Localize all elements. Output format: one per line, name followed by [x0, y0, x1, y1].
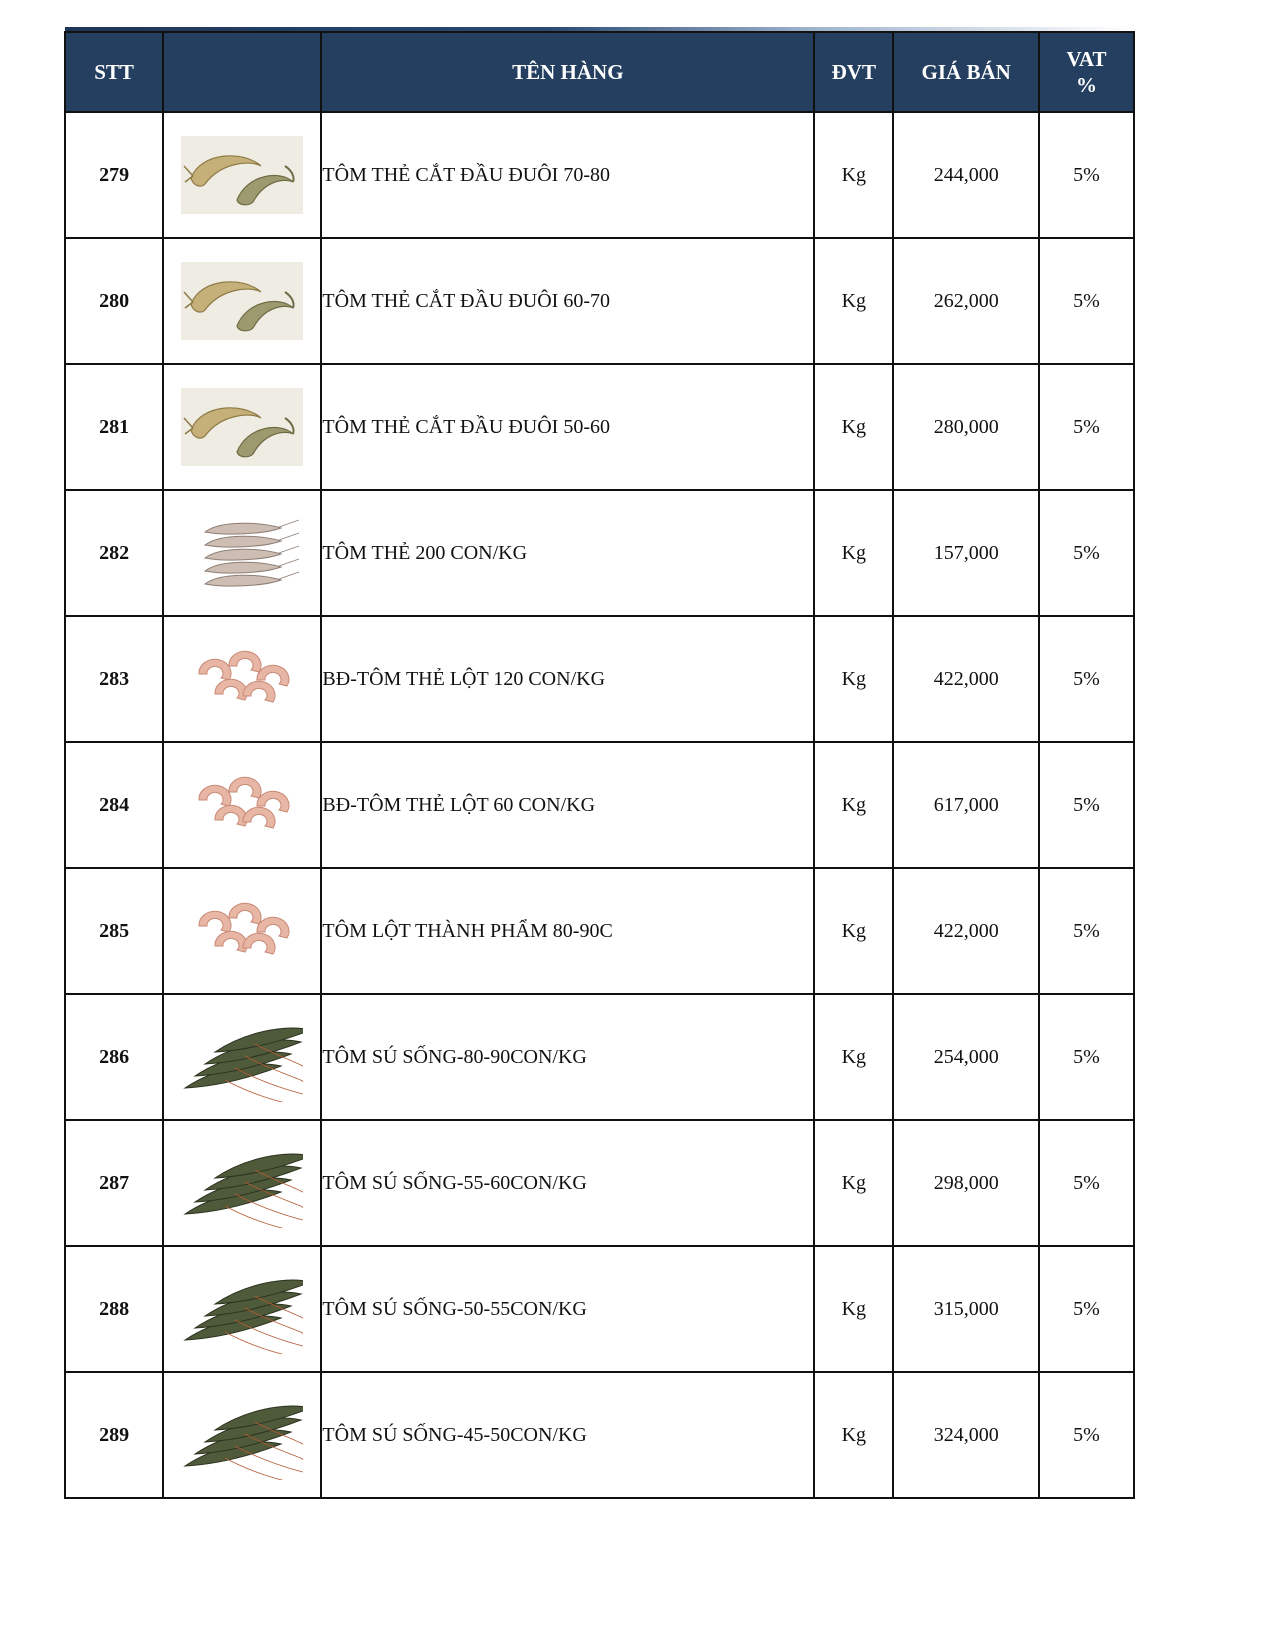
header-price: GIÁ BÁN — [893, 32, 1039, 112]
row-image-cell — [163, 742, 321, 868]
row-name: BĐ-TÔM THẺ LỘT 60 CON/KG — [321, 742, 814, 868]
header-vat: VAT % — [1039, 32, 1134, 112]
row-stt: 282 — [65, 490, 163, 616]
row-image-cell — [163, 364, 321, 490]
row-price: 422,000 — [893, 616, 1039, 742]
row-name: TÔM THẺ CẮT ĐẦU ĐUÔI 50-60 — [321, 364, 814, 490]
row-unit: Kg — [814, 1246, 893, 1372]
table-row — [65, 1246, 1134, 1372]
row-vat: 5% — [1039, 994, 1134, 1120]
row-name: TÔM THẺ CẮT ĐẦU ĐUÔI 60-70 — [321, 238, 814, 364]
row-vat: 5% — [1039, 112, 1134, 238]
table-row — [65, 994, 1134, 1120]
row-name: TÔM THẺ CẮT ĐẦU ĐUÔI 70-80 — [321, 112, 814, 238]
tiger-prawn-icon — [181, 1264, 303, 1354]
table-row — [65, 364, 1134, 490]
table-row — [65, 742, 1134, 868]
table-row — [65, 616, 1134, 742]
row-price: 254,000 — [893, 994, 1039, 1120]
row-vat: 5% — [1039, 364, 1134, 490]
row-vat: 5% — [1039, 616, 1134, 742]
row-name: TÔM SÚ SỐNG-45-50CON/KG — [321, 1372, 814, 1498]
shrimp-head-tail-cut-icon — [181, 130, 303, 220]
shrimp-head-tail-cut-icon — [181, 382, 303, 472]
row-price: 617,000 — [893, 742, 1039, 868]
tiger-prawn-icon — [181, 1138, 303, 1228]
row-unit: Kg — [814, 490, 893, 616]
tiger-prawn-icon — [181, 1390, 303, 1480]
row-unit: Kg — [814, 868, 893, 994]
row-stt: 284 — [65, 742, 163, 868]
table-row — [65, 238, 1134, 364]
tiger-prawn-icon — [181, 1012, 303, 1102]
row-image-cell — [163, 112, 321, 238]
row-price: 280,000 — [893, 364, 1039, 490]
table-row — [65, 1372, 1134, 1498]
row-unit: Kg — [814, 238, 893, 364]
row-image-cell — [163, 490, 321, 616]
row-stt: 285 — [65, 868, 163, 994]
row-unit: Kg — [814, 994, 893, 1120]
row-image-cell — [163, 868, 321, 994]
table-row — [65, 112, 1134, 238]
row-name: TÔM SÚ SỐNG-50-55CON/KG — [321, 1246, 814, 1372]
row-stt: 288 — [65, 1246, 163, 1372]
row-vat: 5% — [1039, 238, 1134, 364]
row-price: 244,000 — [893, 112, 1039, 238]
peeled-shrimp-icon — [181, 886, 303, 976]
row-price: 422,000 — [893, 868, 1039, 994]
peeled-shrimp-icon — [181, 760, 303, 850]
row-vat: 5% — [1039, 1372, 1134, 1498]
row-image-cell — [163, 1120, 321, 1246]
row-vat: 5% — [1039, 742, 1134, 868]
row-image-cell — [163, 994, 321, 1120]
header-stt: STT — [65, 32, 163, 112]
row-stt: 289 — [65, 1372, 163, 1498]
table-row — [65, 490, 1134, 616]
header-name: TÊN HÀNG — [321, 32, 814, 112]
row-vat: 5% — [1039, 868, 1134, 994]
row-image-cell — [163, 1372, 321, 1498]
row-price: 324,000 — [893, 1372, 1039, 1498]
row-stt: 283 — [65, 616, 163, 742]
row-stt: 279 — [65, 112, 163, 238]
row-vat: 5% — [1039, 1246, 1134, 1372]
row-unit: Kg — [814, 112, 893, 238]
row-name: TÔM SÚ SỐNG-80-90CON/KG — [321, 994, 814, 1120]
row-stt: 286 — [65, 994, 163, 1120]
row-stt: 280 — [65, 238, 163, 364]
row-unit: Kg — [814, 1120, 893, 1246]
row-stt: 287 — [65, 1120, 163, 1246]
row-vat: 5% — [1039, 1120, 1134, 1246]
row-price: 315,000 — [893, 1246, 1039, 1372]
row-image-cell — [163, 616, 321, 742]
table-row — [65, 1120, 1134, 1246]
row-name: TÔM LỘT THÀNH PHẨM 80-90C — [321, 868, 814, 994]
row-name: TÔM THẺ 200 CON/KG — [321, 490, 814, 616]
row-unit: Kg — [814, 616, 893, 742]
peeled-shrimp-icon — [181, 634, 303, 724]
row-price: 262,000 — [893, 238, 1039, 364]
row-unit: Kg — [814, 742, 893, 868]
header-image — [163, 32, 321, 112]
row-unit: Kg — [814, 364, 893, 490]
row-vat: 5% — [1039, 490, 1134, 616]
row-image-cell — [163, 1246, 321, 1372]
row-image-cell — [163, 238, 321, 364]
row-stt: 281 — [65, 364, 163, 490]
row-price: 157,000 — [893, 490, 1039, 616]
row-unit: Kg — [814, 1372, 893, 1498]
row-name: BĐ-TÔM THẺ LỘT 120 CON/KG — [321, 616, 814, 742]
row-name: TÔM SÚ SỐNG-55-60CON/KG — [321, 1120, 814, 1246]
header-unit: ĐVT — [814, 32, 893, 112]
price-table — [64, 31, 1135, 1499]
header-row — [65, 32, 1134, 112]
whole-white-shrimp-icon — [181, 508, 303, 598]
shrimp-head-tail-cut-icon — [181, 256, 303, 346]
row-price: 298,000 — [893, 1120, 1039, 1246]
table-row — [65, 868, 1134, 994]
